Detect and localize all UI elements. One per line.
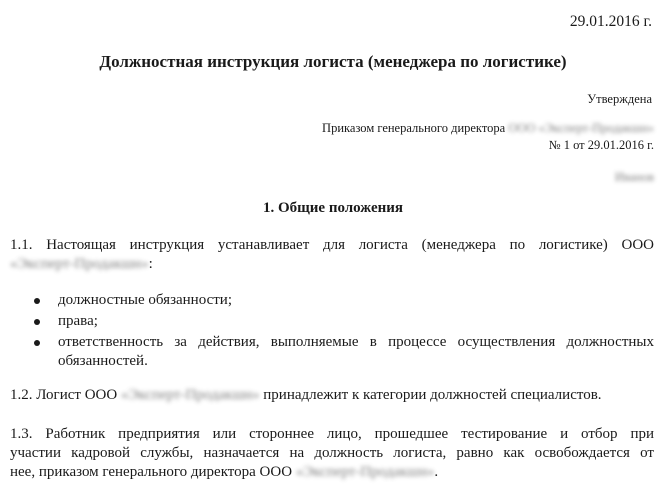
paragraph-1-3-line1: 1.3. Работник предприятия или стороннее лицо, прошедшее тестирование и отбор при — [10, 426, 654, 442]
paragraph-1-3 — [10, 425, 654, 482]
redacted-company-name: ООО «Эксперт-Продакшн» — [508, 121, 654, 135]
approval-signature — [615, 170, 654, 185]
paragraph-1-3-line2: участии кадровой службы, назначается на должность логиста, равно как освобождается от — [10, 445, 654, 461]
paragraph-1-2-prefix: 1.2. Логист ООО — [10, 387, 121, 403]
document-date: 29.01.2016 г. — [569, 13, 652, 30]
list-item — [0, 312, 654, 331]
bullet-icon — [34, 298, 40, 304]
bullet-icon — [34, 340, 40, 346]
redacted-company-name: «Эксперт-Продакшн» — [295, 464, 435, 480]
scope-list — [0, 291, 654, 373]
list-item-text: ответственность за действия, выполняемые в процессе осуществления должностных обязанностей. — [58, 334, 654, 369]
approval-order-number: № 1 от 29.01.2016 г. — [548, 138, 654, 152]
approval-order-prefix: Приказом генерального директора — [322, 121, 506, 135]
paragraph-1-1-text: 1.1. Настоящая инструкция устанавливает для логиста (менеджера по логистике) ООО — [10, 237, 654, 253]
paragraph-1-3-suffix: . — [434, 464, 439, 480]
approval-order-line — [322, 121, 654, 136]
bullet-icon — [34, 319, 40, 325]
paragraph-1-2-suffix: принадлежит к категории должностей специалистов. — [259, 387, 602, 403]
redacted-company-name: «Эксперт-Продакшн» — [10, 256, 149, 272]
approval-label: Утверждена — [587, 92, 652, 106]
document-title: Должностная инструкция логиста (менеджера по логистике) — [99, 52, 567, 71]
section-heading: 1. Общие положения — [262, 200, 404, 216]
paragraph-1-3-line3-prefix: нее, приказом генерального директора ООО — [10, 464, 296, 480]
list-item-text: права; — [58, 313, 98, 329]
paragraph-1-1 — [10, 236, 654, 274]
paragraph-1-1-suffix: : — [148, 256, 153, 272]
list-item-text: должностные обязанности; — [58, 292, 232, 308]
list-item — [0, 333, 654, 371]
redacted-signature: Иванов — [614, 170, 654, 184]
list-item — [0, 291, 654, 310]
redacted-company-name: «Эксперт-Продакшн» — [120, 387, 260, 403]
paragraph-1-2 — [10, 386, 654, 405]
